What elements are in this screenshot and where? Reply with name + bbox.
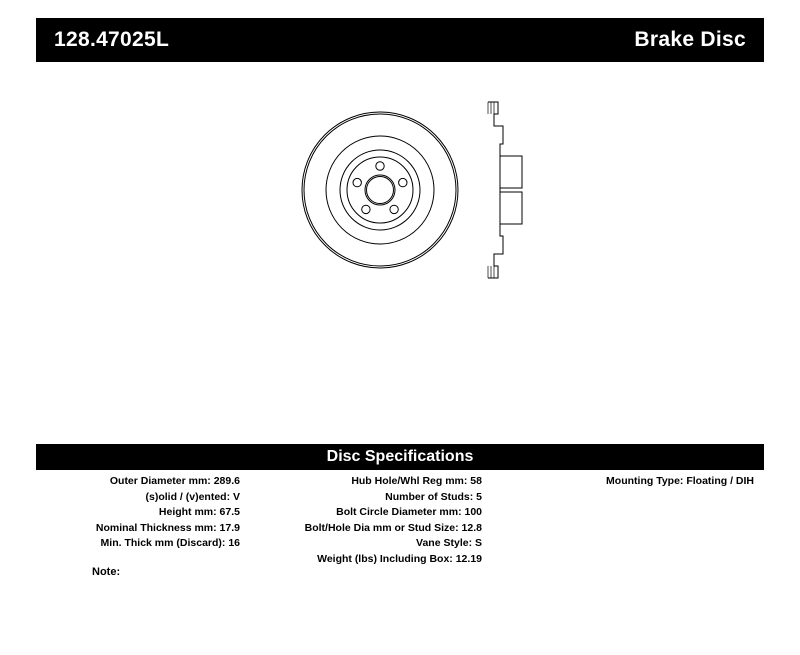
spec-item: Bolt/Hole Dia mm or Stud Size: 12.8 (304, 521, 482, 534)
note-row (36, 566, 764, 578)
footer-spacer (0, 640, 800, 641)
spec-item: Weight (lbs) Including Box: 12.19 (317, 552, 482, 565)
spec-item: Hub Hole/Whl Reg mm: 58 (351, 475, 482, 487)
brake-rotor-face-view (302, 112, 458, 268)
spec-item: (s)olid / (v)ented: V (145, 490, 240, 503)
spec-title-bar (36, 444, 764, 470)
spec-item: Number of Studs: 5 (385, 490, 482, 503)
note-label: Note: (92, 566, 121, 578)
spec-item: Outer Diameter mm: 289.6 (109, 475, 240, 487)
spec-item: Mounting Type: Floating / DIH (606, 475, 754, 487)
spec-item: Bolt Circle Diameter mm: 100 (336, 506, 482, 518)
spec-item: Min. Thick mm (Discard): 16 (100, 537, 240, 549)
brake-rotor-cross-section-view (488, 102, 522, 278)
spec-item: Height mm: 67.5 (158, 506, 240, 518)
product-type-label: Brake Disc (634, 28, 746, 51)
spec-title: Disc Specifications (326, 448, 474, 465)
spec-item: Vane Style: S (416, 537, 482, 549)
header-bar (36, 18, 764, 62)
technical-drawing (36, 70, 764, 430)
spec-item: Nominal Thickness mm: 17.9 (95, 521, 240, 534)
part-number: 128.47025L (54, 28, 170, 51)
